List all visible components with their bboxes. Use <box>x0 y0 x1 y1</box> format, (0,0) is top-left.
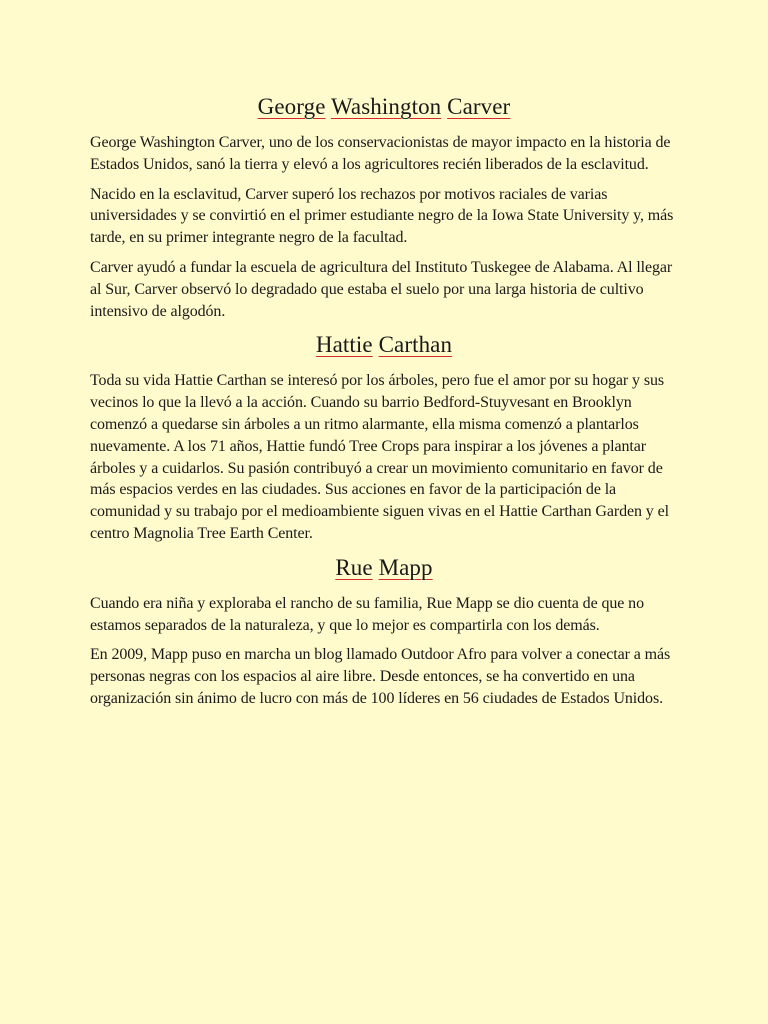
section-title-carthan <box>90 330 678 360</box>
title-word: Mapp <box>378 554 433 580</box>
title-word: Rue <box>335 554 373 580</box>
section-title-carver <box>90 92 678 122</box>
title-word: Carver <box>447 94 511 119</box>
paragraph: Cuando era niña y exploraba el rancho de su familia, Rue Mapp se dio cuenta de que no estamos separados de la naturaleza, y que lo mejor es compartirla con los demás. <box>90 594 644 634</box>
section-mapp <box>90 553 678 710</box>
title-word: Carthan <box>378 332 453 358</box>
paragraph: En 2009, Mapp puso en marcha un blog llamado Outdoor Afro para volver a conectar a más personas negras con los espacios al aire libre. Desde entonces, se ha convertido en una organización sin ánimo de lucro con más de 100 líderes en 56 ciudades de Estados Unidos. <box>90 646 671 707</box>
paragraph: Carver ayudó a fundar la escuela de agricultura del Instituto Tuskegee de Alabama. Al llegar al Sur, Carver observó lo degradado que estaba el suelo por una larga historia de cultivo intensivo de algodón. <box>90 258 673 320</box>
title-word: George <box>257 94 326 119</box>
section-title-mapp <box>90 553 678 583</box>
paragraph: Nacido en la esclavitud, Carver superó los rechazos por motivos raciales de varias universidades y se convirtió en el primer estudiante negro de la Iowa State University y, más tarde, en su primer integrante negro de la facultad. <box>90 185 674 247</box>
paragraph: Toda su vida Hattie Carthan se interesó por los árboles, pero fue el amor por su hogar y sus vecinos lo que la llevó a la acción. Cuando su barrio Bedford-Stuyvesant en Brooklyn comenzó a quedarse sin árboles a un ritmo alarmante, ella misma comenzó a plantarlos nuevamente. A los 71 años, Hattie fundó Tree Crops para inspirar a los jóvenes a plantar árboles y a cuidarlos. Su pasión contribuyó a crear un movimiento comunitario en favor de más espacios verdes en las ciudades. Sus acciones en favor de la participación de la comunidad y su trabajo por el medioambiente siguen vivas en el Hattie Carthan Garden y el centro Magnolia Tree Earth Center. <box>90 372 669 542</box>
paragraph: George Washington Carver, uno de los conservacionistas de mayor impacto en la historia de Estados Unidos, sanó la tierra y elevó a los agricultores recién liberados de la esclavitud. <box>90 134 671 173</box>
section-carver <box>90 92 678 322</box>
title-word: Hattie <box>315 332 373 358</box>
title-word: Washington <box>330 94 442 119</box>
section-carthan <box>90 330 678 544</box>
